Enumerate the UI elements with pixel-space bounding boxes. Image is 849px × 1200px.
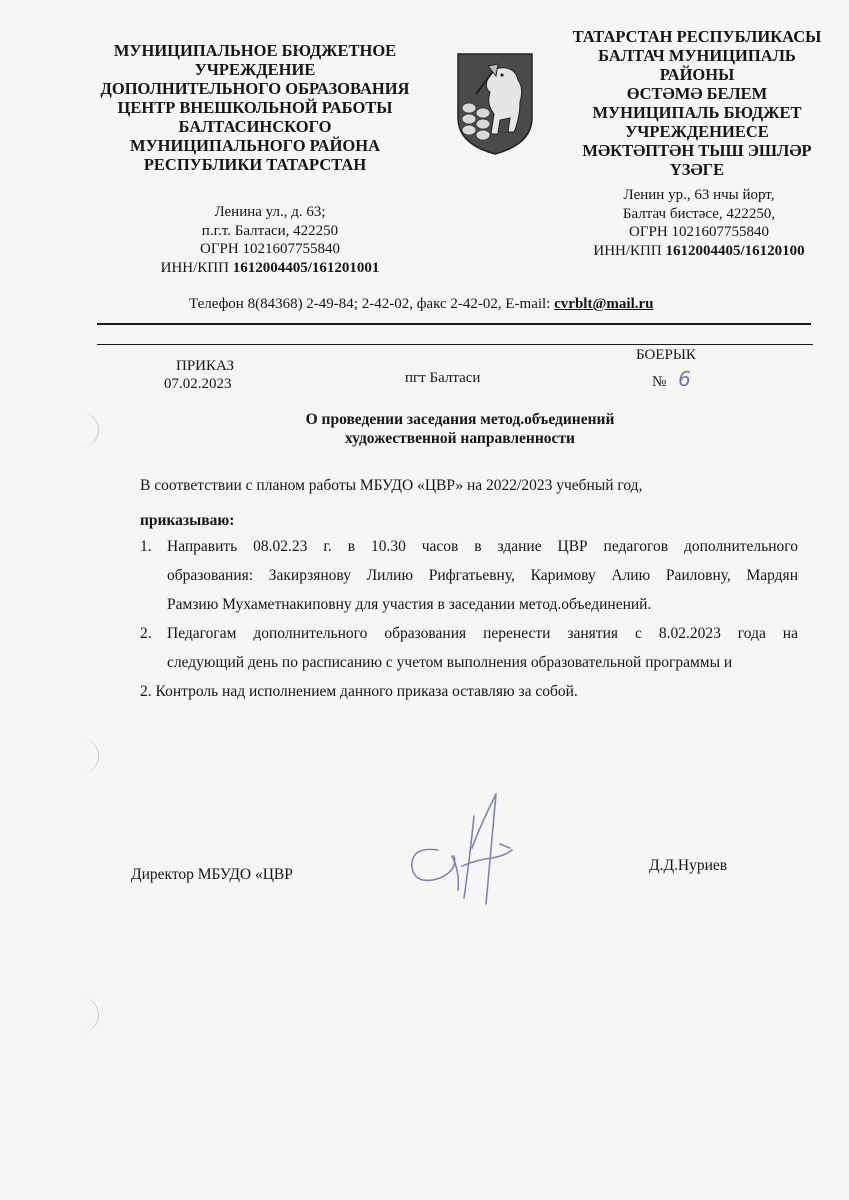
inn-line — [570, 242, 828, 261]
intro-paragraph: В соответствии с планом работы МБУДО «ЦВР» на 2022/2023 учебный год, — [140, 477, 643, 494]
address-line: ОГРН 1021607755840 — [200, 241, 340, 257]
coat-of-arms-emblem — [454, 48, 536, 156]
order-label-tt: БОЕРЫК — [636, 347, 696, 363]
order-number-label: № — [652, 374, 667, 390]
header-right-line: ТАТАРСТАН РЕСПУБЛИКАСЫ — [572, 27, 822, 46]
header-right-line: БАЛТАЧ МУНИЦИПАЛЬ — [598, 46, 796, 65]
item-line: Педагогам дополнительного образования перенести занятия с 8.02.2023 года на — [167, 625, 798, 642]
item-number: 1. — [140, 538, 152, 555]
order-label-ru: ПРИКАЗ — [176, 358, 234, 374]
address-line: п.г.т. Балтаси, 422250 — [201, 222, 339, 239]
header-left-line: МУНИЦИПАЛЬНОЕ БЮДЖЕТНОЕ — [113, 41, 397, 60]
header-left-line: УЧРЕЖДЕНИЕ — [194, 60, 316, 79]
inn-line — [140, 259, 400, 278]
order-title-line: О проведении заседания метод.объединений — [305, 411, 615, 428]
item-line: образования: Закирзянову Лилию Рифгатьевну, Каримову Алию Раиловну, Мардян — [167, 567, 798, 584]
header-left-line: МУНИЦИПАЛЬНОГО РАЙОНА — [130, 136, 380, 155]
item-number: 2. — [140, 625, 152, 642]
address-line: ОГРН 1021607755840 — [629, 224, 769, 240]
header-left-address — [140, 203, 400, 277]
header-rule-top — [97, 323, 811, 325]
order-word: приказываю: — [140, 512, 235, 529]
inn-value: 1612004405/16120100 — [665, 242, 805, 259]
header-left-line: ДОПОЛНИТЕЛЬНОГО ОБРАЗОВАНИЯ — [100, 79, 410, 98]
inn-value: 1612004405/161201001 — [232, 259, 380, 276]
inn-label: ИНН/КПП — [160, 259, 233, 276]
header-right-line: ӨСТӘМӘ БЕЛЕМ — [626, 84, 768, 103]
header-left-line: БАЛТАСИНСКОГО — [178, 117, 332, 136]
signatory-position: Директор МБУДО «ЦВР — [131, 866, 293, 883]
order-title — [200, 410, 720, 448]
order-date: 07.02.2023 — [164, 376, 232, 392]
punch-hole-mark — [62, 738, 99, 774]
contact-line — [189, 296, 654, 313]
control-paragraph: 2. Контроль над исполнением данного приказа оставляю за собой. — [140, 683, 578, 700]
item-line: следующий день по расписанию с учетом выполнения образовательной программы и — [167, 654, 733, 671]
punch-hole-mark — [62, 412, 99, 448]
header-right-line: МУНИЦИПАЛЬ БЮДЖЕТ — [592, 103, 802, 122]
header-right-line: МӘКТӘПТӘН ТЫШ ЭШЛӘР — [582, 141, 812, 160]
address-line: Балтач бистәсе, 422250, — [622, 205, 776, 222]
order-number-value: 6 — [678, 367, 691, 391]
punch-hole-mark — [62, 997, 99, 1033]
header-right-line: РАЙОНЫ — [659, 65, 735, 84]
contact-text: Телефон 8(84368) 2-49-84; 2-42-02, факс 2-42-02, E-mail: — [189, 296, 555, 312]
order-item-1 — [140, 532, 798, 619]
header-left-line: ЦЕНТР ВНЕШКОЛЬНОЙ РАБОТЫ — [117, 98, 393, 117]
address-line: Ленина ул., д. 63; — [214, 204, 326, 220]
order-number — [652, 367, 691, 391]
header-right-line: УЧРЕЖДЕНИЕСЕ — [625, 122, 769, 141]
header-left-line: РЕСПУБЛИКИ ТАТАРСТАН — [143, 155, 367, 174]
header-left-title — [84, 41, 426, 174]
order-place: пгт Балтаси — [405, 370, 481, 386]
item-line: Направить 08.02.23 г. в 10.30 часов в здание ЦВР педагогов дополнительного — [167, 538, 798, 555]
inn-label: ИНН/КПП — [593, 242, 666, 259]
signatory-name: Д.Д.Нуриев — [649, 857, 728, 874]
address-line: Ленин ур., 63 нчы йорт, — [623, 187, 775, 203]
item-line: Рамзию Мухаметнакиповну для участия в заседании метод.объединений. — [167, 596, 652, 613]
header-right-title — [552, 27, 842, 179]
header-right-address — [570, 186, 828, 260]
email-link[interactable]: cvrblt@mail.ru — [554, 296, 654, 312]
order-title-line: художественной направленности — [345, 430, 575, 447]
order-item-2 — [140, 619, 798, 677]
handwritten-signature — [400, 786, 540, 916]
header-right-line: ҮЗӘГЕ — [669, 160, 725, 179]
header-rule-bottom — [97, 344, 813, 345]
